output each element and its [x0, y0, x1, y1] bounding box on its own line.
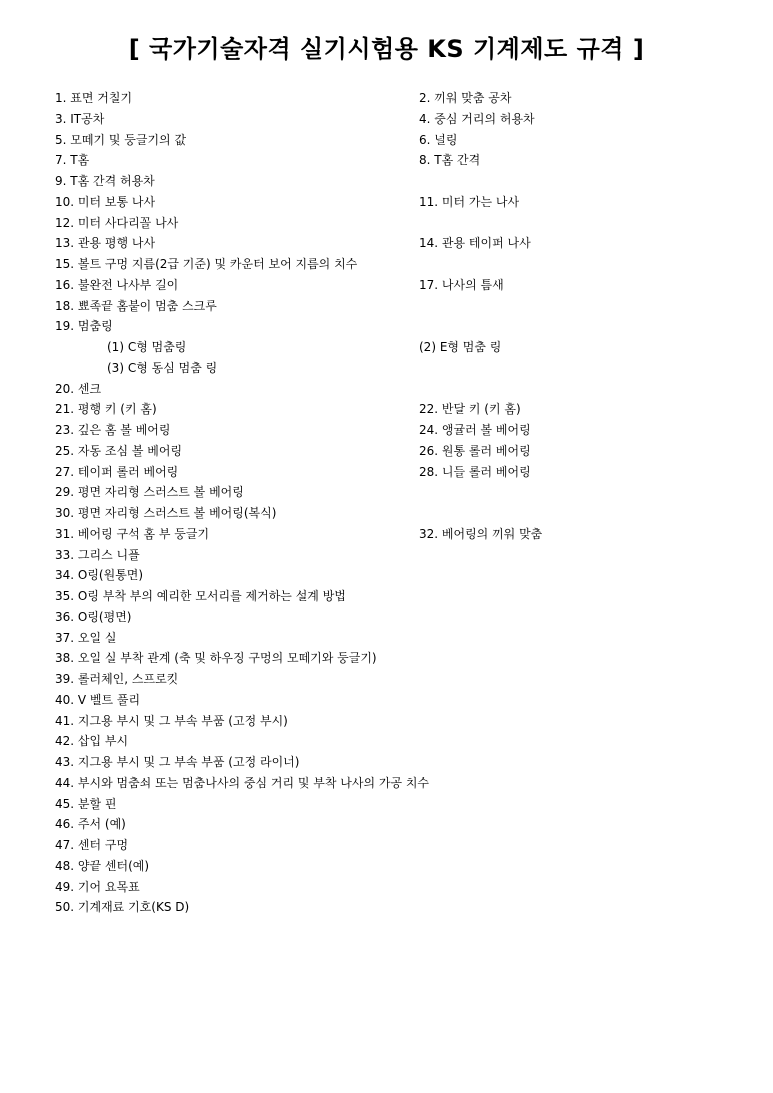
list-item: 1. 표면 거칠기: [55, 91, 133, 105]
list-row: [0, 337, 773, 358]
list-row: [0, 275, 773, 296]
list-row: [0, 565, 773, 586]
list-row: [0, 794, 773, 815]
list-row: [0, 835, 773, 856]
list-row: [0, 482, 773, 503]
list-row: [0, 316, 773, 337]
list-item: 40. V 벨트 풀리: [55, 692, 141, 707]
list-item: (1) C형 멈춤링: [107, 340, 187, 354]
list-item: 18. 뾰족끝 홈붙이 멈춤 스크루: [55, 298, 217, 313]
list-item: 14. 관용 테이퍼 나사: [419, 236, 531, 251]
list-item: 46. 주서 (예): [55, 817, 126, 832]
list-item: 28. 니들 롤러 베어링: [419, 464, 531, 479]
list-item: 49. 기어 요목표: [55, 879, 140, 894]
list-row: [0, 379, 773, 400]
list-item: 12. 미터 사다리꼴 나사: [55, 215, 179, 230]
list-item: 21. 평행 키 (키 홈): [55, 402, 157, 417]
list-row: [0, 150, 773, 171]
list-row: [0, 503, 773, 524]
list-item: (3) C형 동심 멈춤 링: [107, 360, 218, 375]
list-item: 25. 자동 조심 볼 베어링: [55, 443, 183, 458]
list-item: 35. O링 부착 부의 예리한 모서리를 제거하는 설계 방법: [55, 589, 346, 603]
list-item: 23. 깊은 홈 볼 베어링: [55, 423, 171, 437]
list-item: 47. 센터 구멍: [55, 838, 129, 852]
list-row: [0, 213, 773, 234]
list-row: [0, 399, 773, 420]
list-row: [0, 233, 773, 254]
list-item: 22. 반달 키 (키 홈): [419, 402, 521, 417]
list-item: 48. 양끝 센터(예): [55, 858, 150, 873]
list-item: 9. T홈 간격 허용차: [55, 174, 155, 188]
list-row: [0, 711, 773, 732]
list-row: [0, 358, 773, 379]
list-item: 39. 롤러체인, 스프로킷: [55, 672, 179, 686]
list-item: 37. 오일 실: [55, 630, 117, 645]
list-row: [0, 607, 773, 628]
list-item: 44. 부시와 멈춤쇠 또는 멈춤나사의 중심 거리 및 부착 나사의 가공 치수: [55, 775, 430, 790]
page-title: [ 국가기술자격 실기시험용 KS 기계제도 규격 ]: [128, 35, 645, 63]
list-item: 50. 기계재료 기호(KS D): [55, 900, 190, 915]
list-row: [0, 690, 773, 711]
standards-list: [0, 88, 773, 918]
list-row: [0, 88, 773, 109]
list-item: 10. 미터 보통 나사: [55, 194, 156, 209]
list-row: [0, 420, 773, 441]
list-item: 11. 미터 가는 나사: [419, 194, 520, 209]
list-item: 31. 베어링 구석 홈 부 둥글기: [55, 526, 210, 541]
list-item: 20. 센크: [55, 381, 102, 396]
list-item: 5. 모떼기 및 둥글기의 값: [55, 132, 187, 147]
list-row: [0, 814, 773, 835]
list-row: [0, 731, 773, 752]
list-item: 4. 중심 거리의 허용차: [419, 111, 535, 126]
list-row: [0, 192, 773, 213]
list-item: 30. 평면 자리형 스러스트 볼 베어링(복식): [55, 506, 277, 520]
list-item: 19. 멈춤링: [55, 319, 113, 334]
list-row: [0, 773, 773, 794]
list-row: [0, 296, 773, 317]
list-row: [0, 586, 773, 607]
list-row: [0, 462, 773, 483]
list-item: 29. 평면 자리형 스러스트 볼 베어링: [55, 485, 244, 500]
list-row: [0, 669, 773, 690]
list-item: 38. 오일 실 부착 관계 (축 및 하우징 구멍의 모떼기와 둥글기): [55, 651, 377, 666]
list-row: [0, 628, 773, 649]
list-item: 26. 원통 롤러 베어링: [419, 443, 531, 458]
list-item: 24. 앵귤러 볼 베어링: [419, 423, 531, 437]
list-row: [0, 130, 773, 151]
list-item: 36. O링(평면): [55, 609, 132, 624]
list-item: 41. 지그용 부시 및 그 부속 부품 (고정 부시): [55, 713, 288, 728]
list-item: 2. 끼워 맞춤 공차: [419, 91, 512, 105]
list-item: (2) E형 멈춤 링: [419, 340, 502, 354]
list-item: 15. 볼트 구멍 지름(2급 기준) 및 카운터 보어 지름의 치수: [55, 257, 358, 271]
list-row: [0, 877, 773, 898]
list-row: [0, 648, 773, 669]
list-item: 8. T홈 간격: [419, 153, 481, 168]
list-item: 45. 분할 핀: [55, 796, 117, 811]
list-item: 16. 불완전 나사부 길이: [55, 277, 179, 292]
list-item: 6. 널링: [419, 132, 458, 147]
list-row: [0, 171, 773, 192]
list-item: 42. 삽입 부시: [55, 734, 129, 749]
list-item: 27. 테이퍼 롤러 베어링: [55, 464, 179, 479]
list-row: [0, 109, 773, 130]
list-item: 7. T홈: [55, 153, 90, 168]
list-item: 13. 관용 평행 나사: [55, 236, 156, 251]
list-row: [0, 752, 773, 773]
list-item: 3. IT공차: [55, 111, 105, 126]
list-row: [0, 545, 773, 566]
list-item: 17. 나사의 틈새: [419, 277, 504, 292]
list-row: [0, 897, 773, 918]
list-row: [0, 524, 773, 545]
list-item: 33. 그리스 니플: [55, 547, 140, 562]
list-row: [0, 254, 773, 275]
list-item: 34. O링(원통면): [55, 568, 144, 583]
list-row: [0, 856, 773, 877]
list-item: 43. 지그용 부시 및 그 부속 부품 (고정 라이너): [55, 755, 300, 769]
list-item: 32. 베어링의 끼워 맞춤: [419, 526, 543, 541]
list-row: [0, 441, 773, 462]
